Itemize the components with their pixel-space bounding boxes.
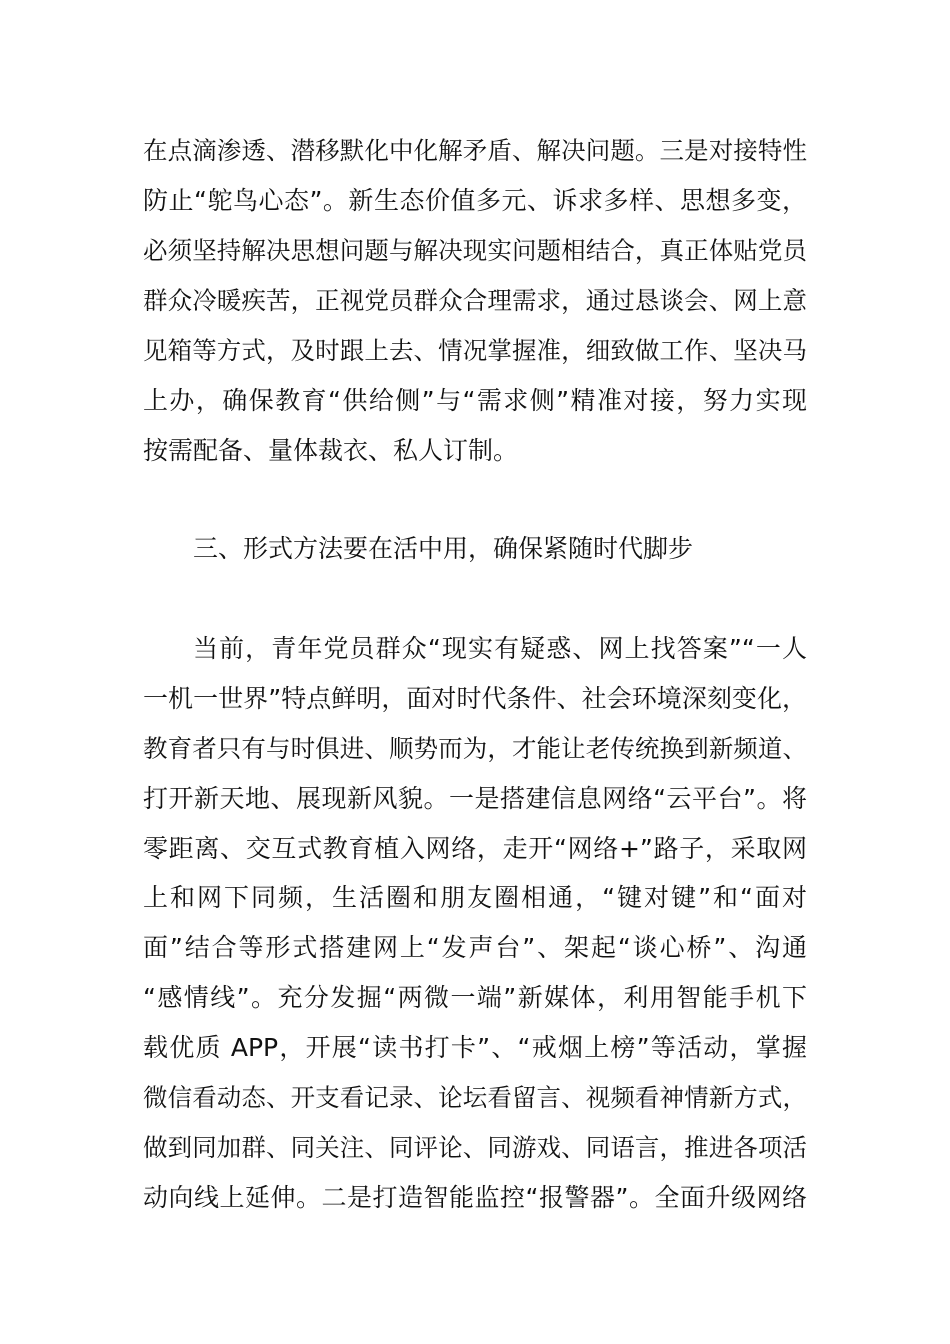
section-heading: 三、形式方法要在活中用，确保紧随时代脚步 [193, 534, 694, 563]
paragraph-2-line-11: 做到同加群、同关注、同评论、同游戏、同语言，推进各项活 [143, 1133, 807, 1162]
paragraph-2-line-1: 当前，青年党员群众“现实有疑惑、网上找答案”“一人 [193, 634, 807, 663]
paragraph-1-line-6: 上办，确保教育“供给侧”与“需求侧”精准对接，努力实现 [143, 386, 807, 415]
paragraph-2-line-7: 面”结合等形式搭建网上“发声台”、架起“谈心桥”、沟通 [143, 933, 807, 962]
paragraph-1-line-2: 防止“鸵鸟心态”。新生态价值多元、诉求多样、思想多变， [143, 186, 807, 215]
paragraph-2-line-5: 零距离、交互式教育植入网络，走开“网络+”路子，采取网 [143, 834, 807, 863]
paragraph-2-line-10: 微信看动态、开支看记录、论坛看留言、视频看神情新方式， [143, 1083, 807, 1112]
paragraph-1-line-1: 在点滴渗透、潜移默化中化解矛盾、解决问题。三是对接特性 [143, 136, 807, 165]
paragraph-2-line-6: 上和网下同频，生活圈和朋友圈相通，“键对键”和“面对 [143, 883, 807, 912]
paragraph-1-line-5: 见箱等方式，及时跟上去、情况掌握准，细致做工作、坚决马 [143, 336, 807, 365]
paragraph-2-line-8: “感情线”。充分发掘“两微一端”新媒体，利用智能手机下 [143, 983, 807, 1012]
paragraph-1-line-3: 必须坚持解决思想问题与解决现实问题相结合，真正体贴党员 [143, 236, 807, 265]
paragraph-2-line-4: 打开新天地、展现新风貌。一是搭建信息网络“云平台”。将 [143, 784, 807, 813]
paragraph-1-line-4: 群众冷暖疾苦，正视党员群众合理需求，通过恳谈会、网上意 [143, 286, 807, 315]
paragraph-1-line-7: 按需配备、量体裁衣、私人订制。 [143, 436, 519, 465]
paragraph-2-line-9: 载优质 APP，开展“读书打卡”、“戒烟上榜”等活动，掌握 [143, 1033, 807, 1062]
paragraph-2-line-2: 一机一世界”特点鲜明，面对时代条件、社会环境深刻变化， [143, 684, 807, 713]
paragraph-2-line-12: 动向线上延伸。二是打造智能监控“报警器”。全面升级网络 [143, 1183, 807, 1212]
paragraph-2-line-3: 教育者只有与时俱进、顺势而为，才能让老传统换到新频道、 [143, 734, 807, 763]
